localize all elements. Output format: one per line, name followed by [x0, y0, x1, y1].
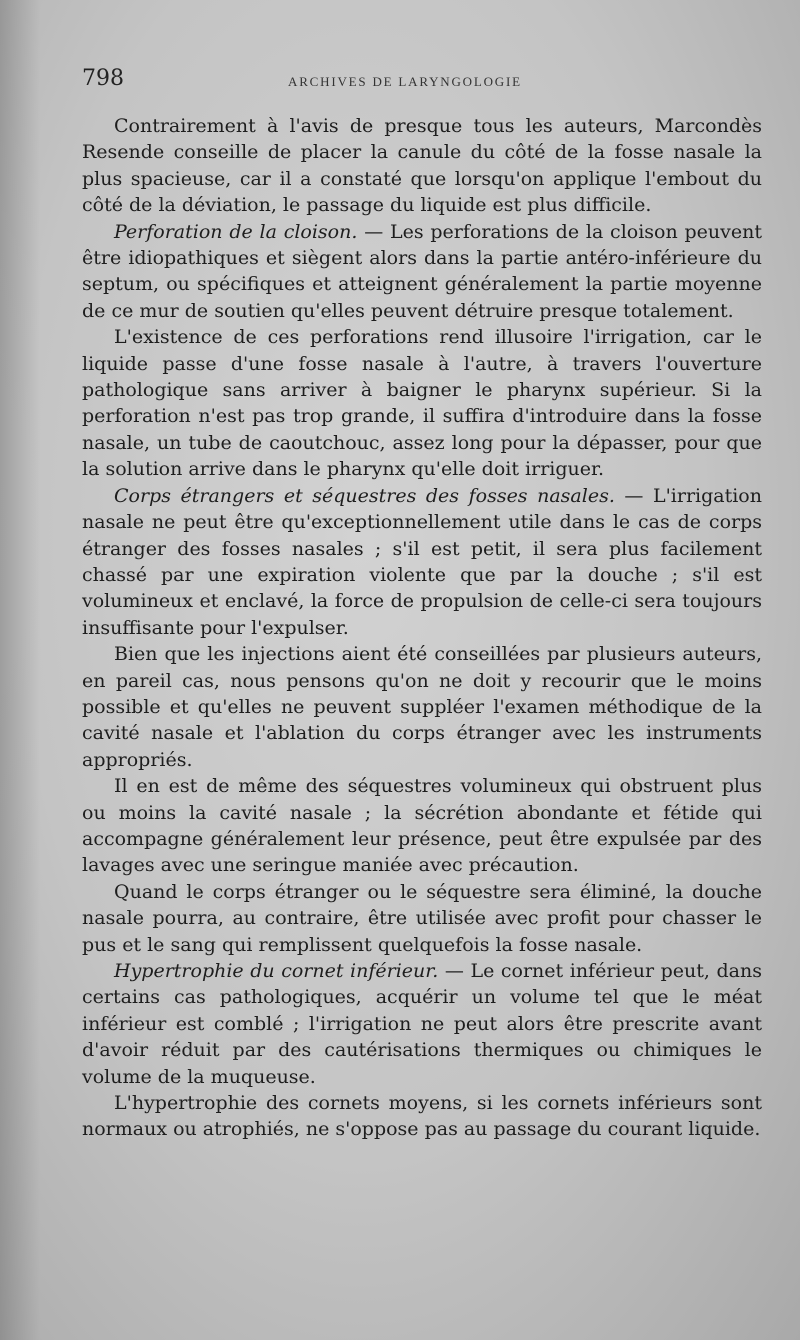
- section-heading: Hypertrophie du cornet inférieur.: [114, 960, 439, 982]
- paragraph: [82, 879, 762, 958]
- paragraph-text: Il en est de même des séquestres volumineux qui obstruent plus ou moins la cavité nasale ; la sécrétion abondante et fétide qui accompagne généralement leur présence, peut être expulsée par des lavages avec une seringue maniée avec précaution.: [82, 775, 762, 877]
- paragraph: [82, 641, 762, 773]
- paragraph: [82, 483, 762, 641]
- paragraph-text: Contrairement à l'avis de presque tous les auteurs, Marcondès Resende conseille de placer la canule du côté de la fosse nasale la plus spacieuse, car il a constaté que lorsqu'on applique l'embout du côté de la déviation, le passage du liquide est plus difficile.: [82, 115, 762, 217]
- paragraph: [82, 113, 762, 219]
- paragraph-text: — Le cornet inférieur peut, dans certains cas pathologiques, acquérir un volume tel que le méat inférieur est comblé ; l'irrigation ne peut alors être prescrite avant d'avoir réduit par des cautérisations thermiques ou chimiques le volume de la muqueuse.: [82, 960, 762, 1088]
- paragraph-text: — Les perforations de la cloison peuvent être idiopathiques et siègent alors dans la partie antéro-inférieure du septum, ou spécifiques et atteignent généralement la partie moyenne de ce mur de soutien qu'elles peuvent détruire presque totalement.: [82, 220, 762, 322]
- paragraph: [82, 1090, 762, 1143]
- paragraph-text: L'hypertrophie des cornets moyens, si les cornets inférieurs sont normaux ou atrophiés, ne s'oppose pas au passage du courant liquide.: [82, 1092, 762, 1141]
- paragraph-text: — L'irrigation nasale ne peut être qu'exceptionnellement utile dans le cas de corps étranger des fosses nasales ; s'il est petit, il sera plus facilement chassé par une expiration violente que par la douche ; s'il est volumineux et enclavé, la force de propulsion de celle-ci sera toujours insuffisante pour l'expulser.: [82, 484, 762, 639]
- paragraph: [82, 773, 762, 879]
- section-heading: Corps étrangers et séquestres des fosses nasales.: [114, 484, 615, 507]
- paragraph: [82, 219, 762, 325]
- paragraph: [82, 958, 762, 1090]
- paragraph-text: Bien que les injections aient été conseillées par plusieurs auteurs, en pareil cas, nous pensons qu'on ne doit y recourir que le moins possible et qu'elles ne peuvent suppléer l'examen méthodique de la cavité nasale et l'ablation du corps étranger avec les instruments appropriés.: [82, 643, 762, 771]
- page-header: [82, 66, 762, 102]
- paragraph-text: L'existence de ces perforations rend illusoire l'irrigation, car le liquide passe d'une fosse nasale à l'autre, à travers l'ouverture pathologique sans arriver à baigner le pharynx supérieur. Si la perforation n'est pas trop grande, il suffira d'introduire dans la fosse nasale, un tube de caoutchouc, assez long pour la dépasser, pour que la solution arrive dans le pharynx qu'elle doit irriguer.: [82, 326, 762, 481]
- running-head: ARCHIVES DE LARYNGOLOGIE: [288, 74, 522, 89]
- section-heading: Perforation de la cloison.: [114, 220, 358, 243]
- paragraph-text: Quand le corps étranger ou le séquestre sera éliminé, la douche nasale pourra, au contraire, être utilisée avec profit pour chasser le pus et le sang qui remplissent quelquefois la fosse nasale.: [82, 880, 762, 956]
- body-text: [82, 113, 762, 1143]
- binding-shadow: [0, 0, 40, 1340]
- page-number: 798: [82, 66, 124, 91]
- paragraph: [82, 324, 762, 482]
